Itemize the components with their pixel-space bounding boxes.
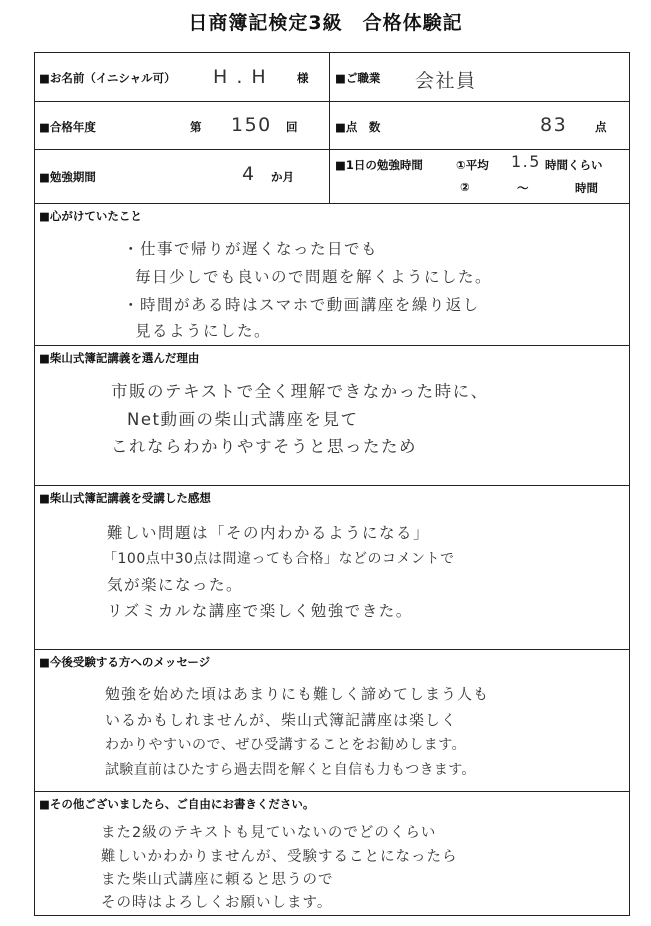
section-mindset-label: ■心がけていたこと <box>39 209 142 223</box>
pass-year-value: 150 <box>231 114 272 136</box>
section-mindset-line: ・時間がある時はスマホで動画講座を繰り返し <box>123 296 480 314</box>
daily-study-average-marker: ①平均 <box>456 158 489 172</box>
section-impression-line: 難しい問題は「その内わかるようになる」 <box>107 524 431 542</box>
row-divider <box>35 485 629 486</box>
section-message-label: ■今後受験する方へのメッセージ <box>39 655 211 669</box>
section-reason-label: ■柴山式簿記講義を選んだ理由 <box>39 351 200 365</box>
section-impression-line: リズミカルな講座で楽しく勉強できた。 <box>107 602 413 620</box>
study-period-suffix: か月 <box>271 170 294 184</box>
pass-year-label: ■合格年度 <box>39 120 96 134</box>
section-impression-line: 「100点中30点は間違っても合格」などのコメントで <box>103 551 455 567</box>
pass-year-suffix: 回 <box>286 120 298 134</box>
row-divider <box>35 345 629 346</box>
daily-study-average-value: 1.5 <box>511 152 541 171</box>
section-message-line: 勉強を始めた頃はあまりにも難しく諦めてしまう人も <box>105 685 490 703</box>
section-mindset-line: ・仕事で帰りが遅くなった日でも <box>123 240 379 258</box>
section-other-line: その時はよろしくお願いします。 <box>101 895 333 911</box>
daily-study-label: ■1日の勉強時間 <box>335 158 423 172</box>
occupation-label: ■ご職業 <box>335 71 381 85</box>
section-reason-line: これならわかりやすそうと思ったため <box>111 437 417 456</box>
name-label: ■お名前（イニシャル可） <box>39 71 176 85</box>
daily-study-alt-suffix: 時間 <box>575 181 598 195</box>
experience-form <box>34 52 630 916</box>
section-message-line: 試験直前はひたすら過去問を解くと自信も力もつきます。 <box>105 762 476 778</box>
score-label: ■点 数 <box>335 120 381 134</box>
column-divider <box>329 53 330 203</box>
daily-study-alt-marker: ② <box>460 180 470 194</box>
score-suffix: 点 <box>595 120 607 134</box>
page-title: 日商簿記検定3級 合格体験記 <box>188 12 463 34</box>
pass-year-prefix: 第 <box>190 120 202 134</box>
section-other-line: また柴山式講座に頼ると思うので <box>101 872 334 888</box>
daily-study-average-suffix: 時間くらい <box>545 158 603 172</box>
row-divider <box>35 101 629 102</box>
study-period-label: ■勉強期間 <box>39 170 96 184</box>
section-reason-line: Net動画の柴山式講座を見て <box>127 410 359 429</box>
daily-study-alt-separator: ～ <box>517 181 529 195</box>
section-other-label: ■その他ございましたら、ご自由にお書きください。 <box>39 797 315 811</box>
section-message-line: いるかもしれませんが、柴山式簿記講座は楽しく <box>105 711 458 729</box>
section-reason-line: 市販のテキストで全く理解できなかった時に、 <box>111 382 489 401</box>
section-other-line: 難しいかわかりませんが、受験することになったら <box>101 849 458 865</box>
section-impression-line: 気が楽になった。 <box>107 576 244 594</box>
section-impression-label: ■柴山式簿記講義を受講した感想 <box>39 491 211 505</box>
row-divider <box>35 791 629 792</box>
study-period-value: 4 <box>242 163 256 185</box>
section-message-line: わかりやすいので、ぜひ受講することをお勧めします。 <box>105 737 467 753</box>
name-suffix: 様 <box>297 71 309 85</box>
row-divider <box>35 649 629 650</box>
section-other-line: また2級のテキストも見ていないのでどのくらい <box>101 825 437 841</box>
occupation-value: 会社員 <box>415 70 477 92</box>
section-mindset-line: 毎日少しでも良いので問題を解くようにした。 <box>135 268 493 286</box>
section-mindset-line: 見るようにした。 <box>135 322 272 340</box>
score-value: 83 <box>540 114 568 136</box>
row-divider <box>35 149 629 150</box>
name-value: H . H <box>213 66 268 88</box>
row-divider <box>35 203 629 204</box>
